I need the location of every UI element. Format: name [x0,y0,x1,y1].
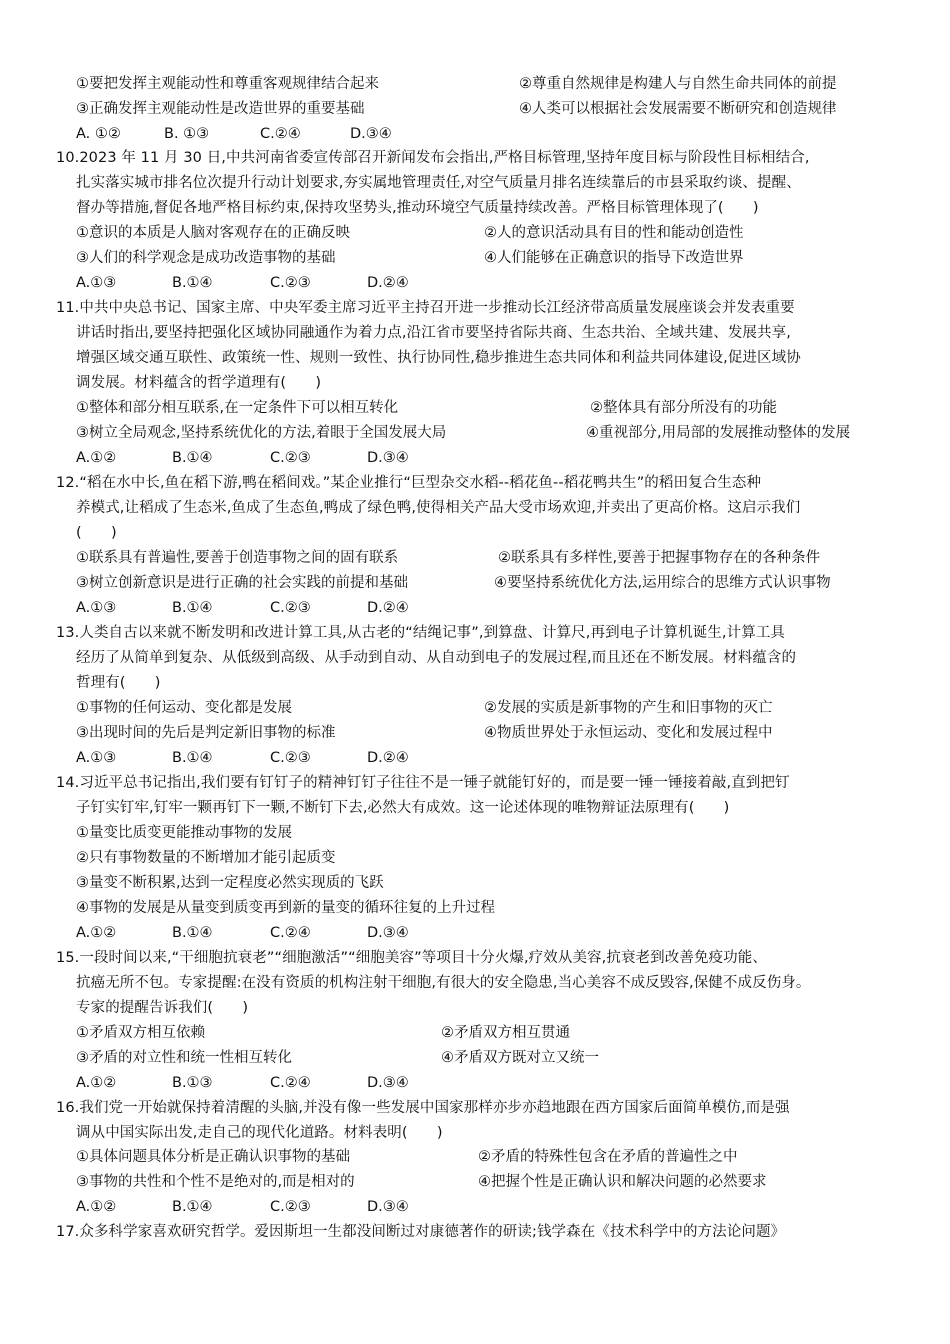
q9-choice-d: D.③④ [350,126,392,142]
q14-stem-line-1: 14.习近平总书记指出,我们要有钉钉子的精神钉钉子往往不是一锤子就能钉好的，而是要一锤一锤接着敲,直到把钉 [56,775,790,791]
q14-option-1: ①量变比质变更能推动事物的发展 [76,825,292,841]
q15-option-4: ④矛盾双方既对立又统一 [441,1050,599,1066]
q15-choice-c: C.②④ [270,1075,311,1091]
q12-option-4: ④要坚持系统优化方法,运用综合的思维方式认识事物 [494,575,831,591]
q15-option-1: ①矛盾双方相互依赖 [76,1025,205,1041]
q10-option-3: ③人们的科学观念是成功改造事物的基础 [76,250,336,266]
q16-stem-line-1: 16.我们党一开始就保持着清醒的头脑,并没有像一些发展中国家那样亦步亦趋地跟在西方国家后面简单模仿,而是强 [56,1100,790,1116]
q13-option-2: ②发展的实质是新事物的产生和旧事物的灭亡 [484,700,773,716]
q12-option-3: ③树立创新意识是进行正确的社会实践的前提和基础 [76,575,408,591]
q16-choice-d: D.③④ [367,1199,409,1215]
q15-option-2: ②矛盾双方相互贯通 [441,1025,570,1041]
q11-choice-a: A.①② [76,450,117,466]
q11-stem-line-4: 调发展。材料蕴含的哲学道理有( ) [76,375,322,391]
q13-choice-c: C.②③ [270,750,311,766]
q16-stem-line-2: 调从中国实际出发,走自己的现代化道路。材料表明( ) [76,1125,443,1141]
q14-choice-b: B.①④ [172,925,213,941]
q13-option-1: ①事物的任何运动、变化都是发展 [76,700,292,716]
q15-choice-b: B.①③ [172,1075,213,1091]
q10-option-1: ①意识的本质是人脑对客观存在的正确反映 [76,225,350,241]
q12-choice-c: C.②③ [270,600,311,616]
q14-option-3: ③量变不断积累,达到一定程度必然实现质的飞跃 [76,875,384,891]
q14-choice-c: C.②④ [270,925,311,941]
q11-option-4: ④重视部分,用局部的发展推动整体的发展 [586,425,851,441]
q10-choice-a: A.①③ [76,275,117,291]
q13-choice-d: D.②④ [367,750,409,766]
q13-option-3: ③出现时间的先后是判定新旧事物的标准 [76,725,336,741]
q10-choice-d: D.②④ [367,275,409,291]
q15-choice-a: A.①② [76,1075,117,1091]
q9-option-3: ③正确发挥主观能动性是改造世界的重要基础 [76,101,365,117]
q12-choice-d: D.②④ [367,600,409,616]
q9-choice-c: C.②④ [260,126,301,142]
q16-choice-b: B.①④ [172,1199,213,1215]
q13-choice-b: B.①④ [172,750,213,766]
q10-stem-line-2: 扎实落实城市排名位次提升行动计划要求,夯实属地管理责任,对空气质量月排名连续靠后的市县采取约谈、提醒、 [76,175,801,191]
q12-stem-line-1: 12.“稻在水中长,鱼在稻下游,鸭在稻间戏。”某企业推行“巨型杂交水稻--稻花鱼--稻花鸭共生”的稻田复合生态种 [56,475,762,491]
q17-stem-line-1: 17.众多科学家喜欢研究哲学。爱因斯坦一生都没间断过对康德著作的研读;钱学森在《技术科学中的方法论问题》 [56,1224,786,1240]
q15-stem-line-2: 抗癌无所不包。专家提醒:在没有资质的机构注射干细胞,有很大的安全隐患,当心美容不成反毁容,保健不成反伤身。 [76,975,811,991]
q9-option-4: ④人类可以根据社会发展需要不断研究和创造规律 [519,101,837,117]
q9-choice-b: B. ①③ [164,126,210,142]
q14-option-2: ②只有事物数量的不断增加才能引起质变 [76,850,336,866]
q14-option-4: ④事物的发展是从量变到质变再到新的量变的循环往复的上升过程 [76,900,495,916]
q9-option-1: ①要把发挥主观能动性和尊重客观规律结合起来 [76,76,379,92]
q16-option-1: ①具体问题具体分析是正确认识事物的基础 [76,1149,350,1165]
q15-stem-line-3: 专家的提醒告诉我们( ) [76,1000,249,1016]
q12-stem-line-2: 养模式,让稻成了生态米,鱼成了生态鱼,鸭成了绿色鸭,使得相关产品大受市场欢迎,并卖出了更高价格。这启示我们 [76,500,801,516]
q10-choice-b: B.①④ [172,275,213,291]
q13-stem-line-1: 13.人类自古以来就不断发明和改进计算工具,从古老的“结绳记事”,到算盘、计算尺,再到电子计算机诞生,计算工具 [56,625,786,641]
q9-option-2: ②尊重自然规律是构建人与自然生命共同体的前提 [519,76,837,92]
q11-option-3: ③树立全局观念,坚持系统优化的方法,着眼于全国发展大局 [76,425,447,441]
q12-choice-b: B.①④ [172,600,213,616]
q10-stem-line-3: 督办等措施,督促各地严格目标约束,保持攻坚势头,推动环境空气质量持续改善。严格目标管理体现了( ) [76,200,759,216]
q15-choice-d: D.③④ [367,1075,409,1091]
q12-option-1: ①联系具有普遍性,要善于创造事物之间的固有联系 [76,550,399,566]
q14-stem-line-2: 子钉实钉牢,钉牢一颗再钉下一颗,不断钉下去,必然大有成效。这一论述体现的唯物辩证法原理有( ) [76,800,730,816]
q11-stem-line-1: 11.中共中央总书记、国家主席、中央军委主席习近平主持召开进一步推动长江经济带高质量发展座谈会并发表重要 [56,300,795,316]
q11-option-1: ①整体和部分相互联系,在一定条件下可以相互转化 [76,400,399,416]
q11-choice-b: B.①④ [172,450,213,466]
q16-choice-c: C.②③ [270,1199,311,1215]
q10-stem-line-1: 10.2023 年 11 月 30 日,中共河南省委宣传部召开新闻发布会指出,严格目标管理,坚持年度目标与阶段性目标相结合, [56,150,810,166]
q16-option-4: ④把握个性是正确认识和解决问题的必然要求 [478,1174,767,1190]
q13-choice-a: A.①③ [76,750,117,766]
q16-option-3: ③事物的共性和个性不是绝对的,而是相对的 [76,1174,355,1190]
q11-choice-c: C.②③ [270,450,311,466]
q10-choice-c: C.②③ [270,275,311,291]
q16-option-2: ②矛盾的特殊性包含在矛盾的普遍性之中 [478,1149,738,1165]
q13-stem-line-3: 哲理有( ) [76,675,161,691]
q14-choice-d: D.③④ [367,925,409,941]
q12-option-2: ②联系具有多样性,要善于把握事物存在的各种条件 [498,550,821,566]
q12-choice-a: A.①③ [76,600,117,616]
q10-option-4: ④人们能够在正确意识的指导下改造世界 [484,250,744,266]
q16-choice-a: A.①② [76,1199,117,1215]
q11-option-2: ②整体具有部分所没有的功能 [590,400,777,416]
q15-stem-line-1: 15.一段时间以来,“干细胞抗衰老”“细胞激活”“细胞美容”等项目十分火爆,疗效从美容,抗衰老到改善免疫功能、 [56,950,767,966]
q14-choice-a: A.①② [76,925,117,941]
q10-option-2: ②人的意识活动具有目的性和能动创造性 [484,225,744,241]
q11-choice-d: D.③④ [367,450,409,466]
q13-stem-line-2: 经历了从简单到复杂、从低级到高级、从手动到自动、从自动到电子的发展过程,而且还在不断发展。材料蕴含的 [76,650,797,666]
q9-choice-a: A. ①② [76,126,121,142]
q13-option-4: ④物质世界处于永恒运动、变化和发展过程中 [484,725,773,741]
q12-stem-line-3: ( ) [76,525,117,541]
q11-stem-line-3: 增强区域交通互联性、政策统一性、规则一致性、执行协同性,稳步推进生态共同体和利益共同体建设,促进区域协 [76,350,801,366]
q15-option-3: ③矛盾的对立性和统一性相互转化 [76,1050,292,1066]
q11-stem-line-2: 讲话时指出,要坚持把强化区域协同融通作为着力点,沿江省市要坚持省际共商、生态共治、全域共建、发展共享, [76,325,791,341]
